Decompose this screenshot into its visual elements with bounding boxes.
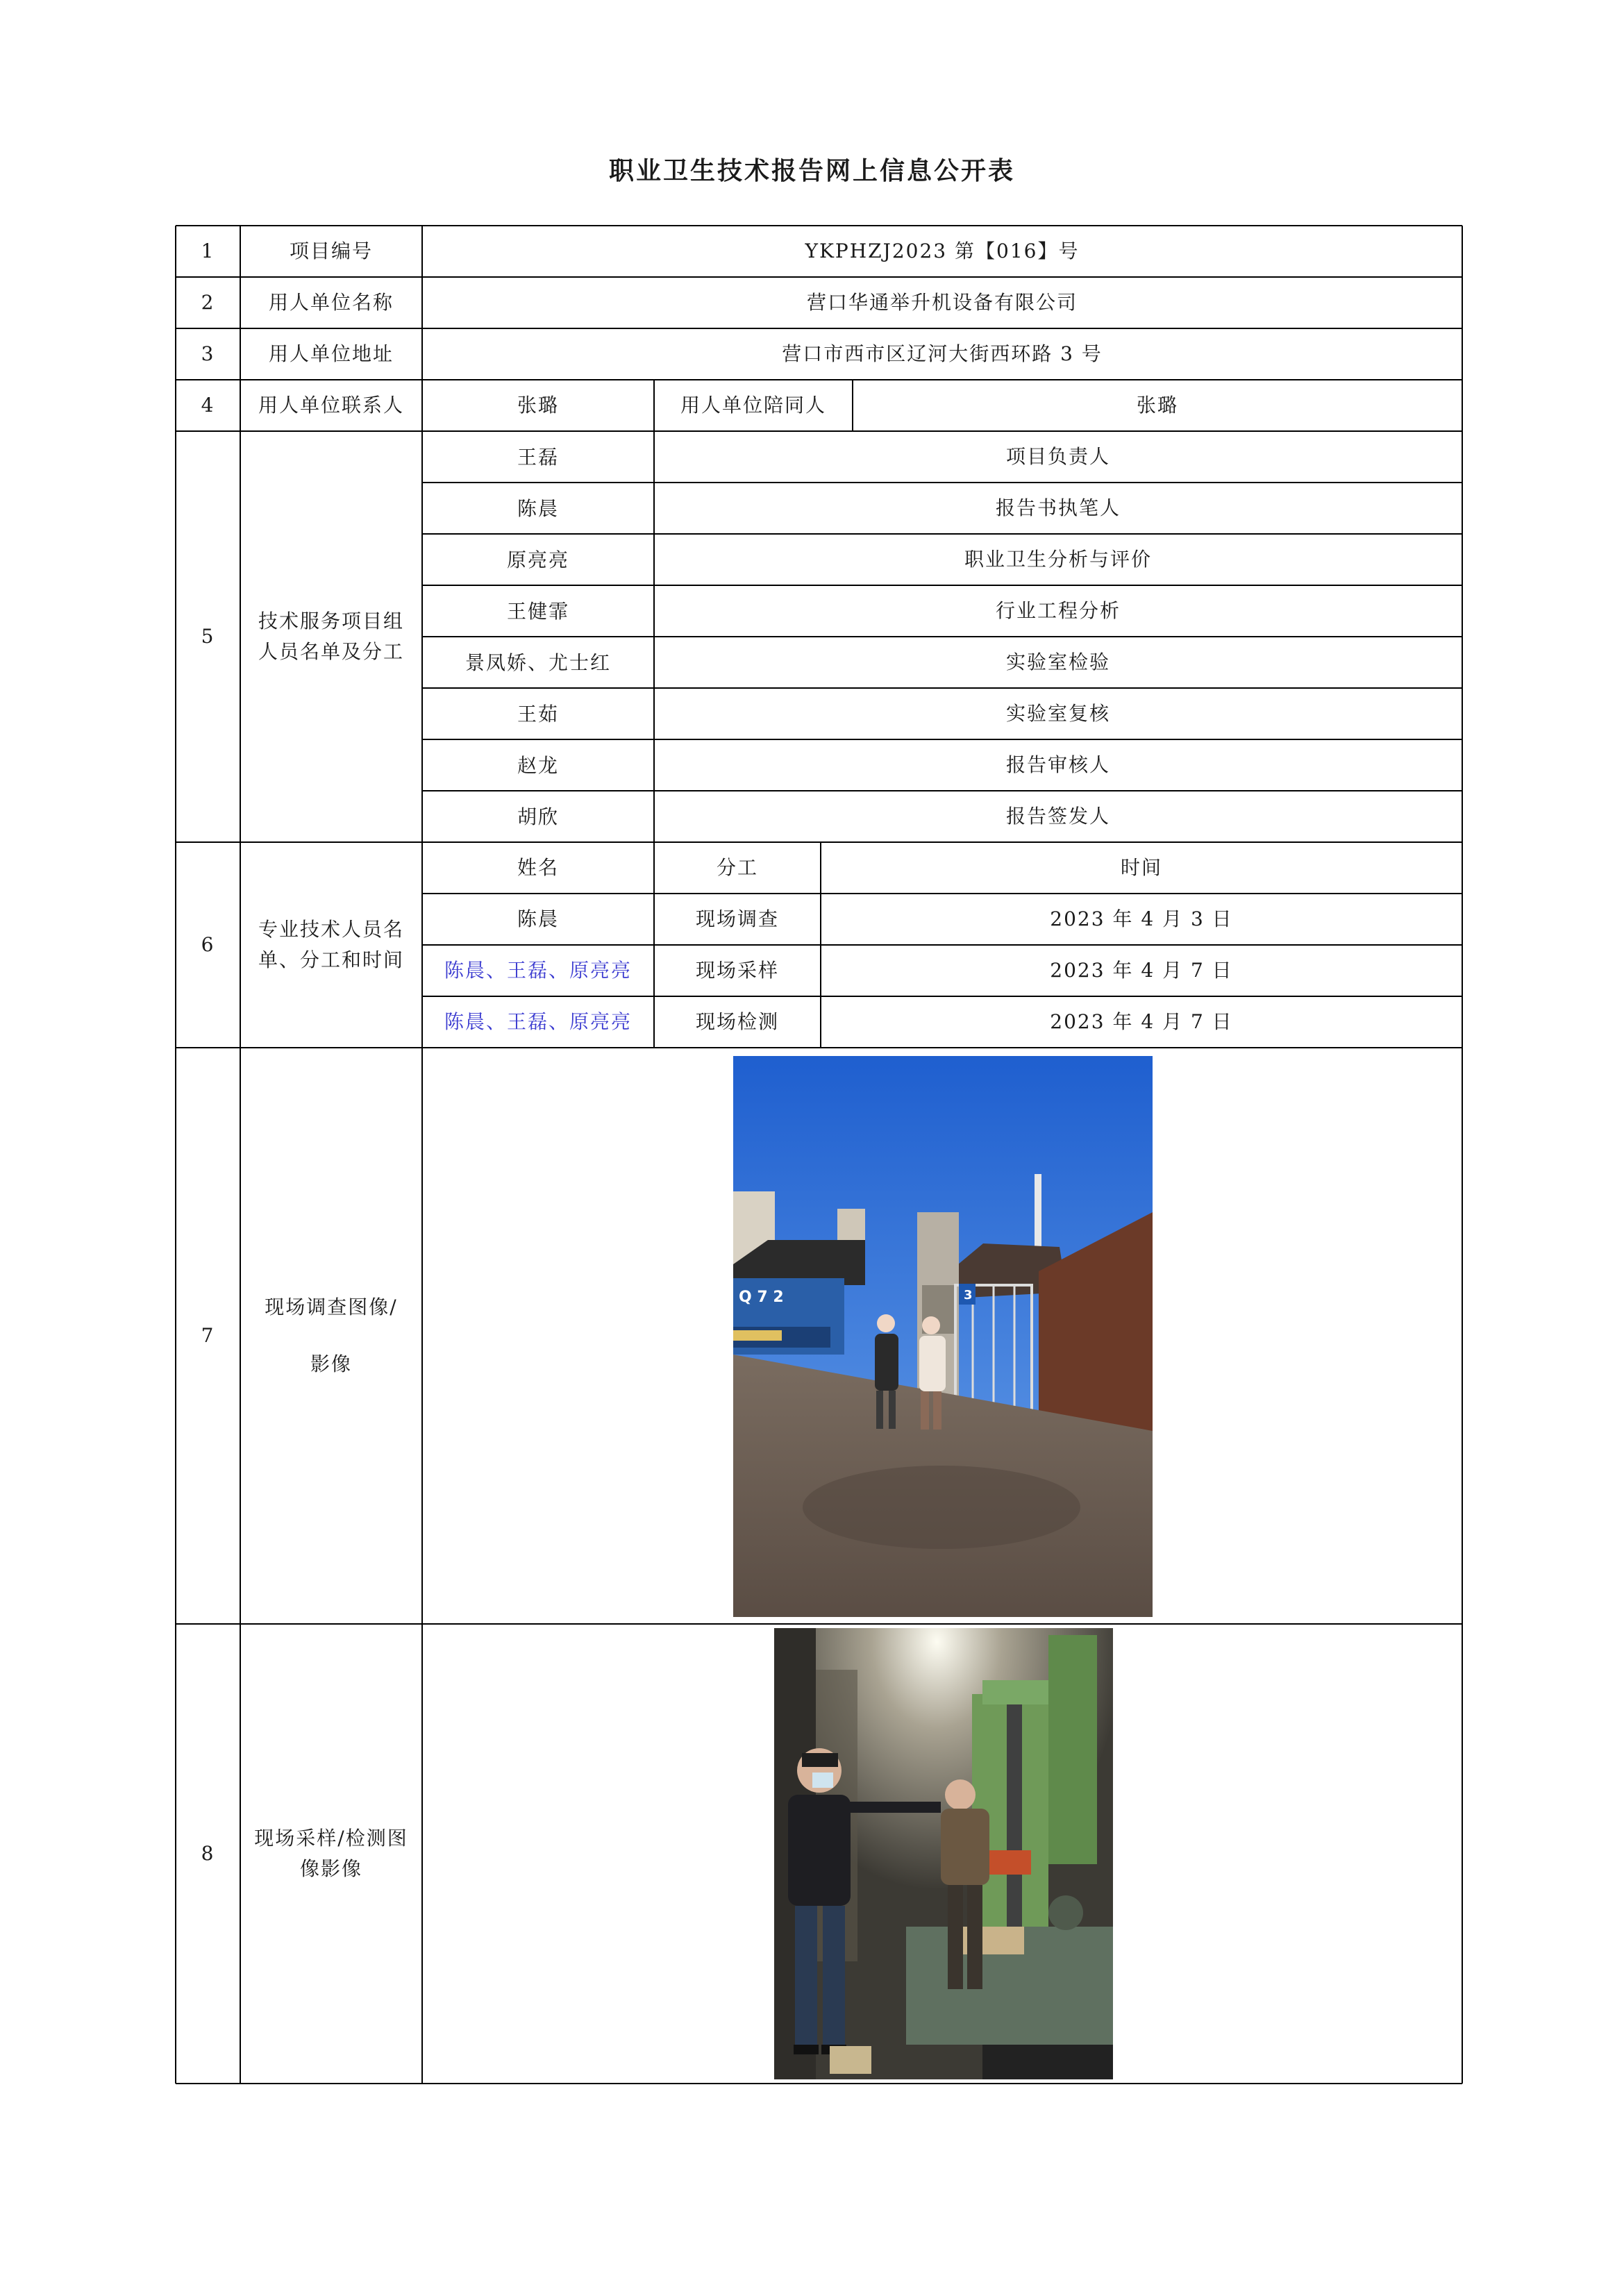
row-1-number: 1: [201, 240, 215, 262]
technical-staff-label: 专业技术人员名单、分工和时间: [258, 918, 404, 971]
row-7-number: 7: [201, 1324, 215, 1347]
site-survey-photo: [733, 1056, 1153, 1617]
site-survey-image-label: [240, 1048, 422, 1624]
team-member-name: 王茹: [517, 703, 559, 726]
table-column-divider: [653, 380, 655, 431]
table-column-divider: [421, 226, 423, 2084]
staff-duty: 现场检测: [695, 1010, 779, 1033]
staff-name: 陈晨、王磊、原亮亮: [444, 1010, 632, 1033]
table-row-divider: [422, 585, 1462, 586]
team-member-name: 景凤娇、尤士红: [464, 651, 611, 674]
staff-name: 陈晨、王磊、原亮亮: [444, 959, 632, 982]
info-table: [176, 226, 1462, 2084]
team-member-role: 实验室检验: [1005, 651, 1110, 673]
table-border-top: [176, 225, 1462, 226]
team-member-role: 职业卫生分析与评价: [964, 548, 1152, 571]
table-row-divider: [422, 944, 1462, 946]
team-member-role: 报告签发人: [1005, 805, 1110, 828]
table-row-divider: [422, 739, 1462, 740]
sampling-image-label: 现场采样/检测图像影像: [254, 1827, 408, 1880]
row-6-number: 6: [201, 933, 215, 956]
table-row-divider: [176, 1623, 1462, 1625]
staff-duty: 现场调查: [695, 907, 779, 930]
table-row-divider: [176, 430, 1462, 432]
site-survey-image-label-line: 影像: [310, 1352, 352, 1375]
table-border-bottom: [176, 2083, 1462, 2084]
team-member-name: 胡欣: [517, 805, 559, 828]
team-member-name: 王磊: [517, 446, 559, 469]
table-row-divider: [422, 893, 1462, 894]
row-3-number: 3: [201, 342, 215, 365]
row-4-number: 4: [201, 394, 215, 417]
employer-escort-label: 用人单位陪同人: [680, 394, 826, 417]
team-member-name: 陈晨: [517, 497, 559, 520]
page-title: 职业卫生技术报告网上信息公开表: [608, 157, 1015, 185]
table-row-divider: [422, 996, 1462, 997]
table-row-divider: [422, 482, 1462, 483]
project-number-label: 项目编号: [289, 240, 373, 262]
row-5-number: 5: [201, 625, 215, 648]
table-row-divider: [422, 687, 1462, 689]
employer-name-value: 营口华通举升机设备有限公司: [806, 291, 1078, 314]
staff-time: 2023 年 4 月 7 日: [1050, 1010, 1233, 1033]
employer-contact-value: 张璐: [517, 394, 559, 417]
employer-address-label: 用人单位地址: [268, 342, 394, 365]
team-member-role: 项目负责人: [1005, 445, 1110, 468]
staff-duty: 现场采样: [695, 959, 779, 982]
table-row-divider: [422, 636, 1462, 637]
site-survey-image-label-line: 现场调查图像/: [265, 1296, 398, 1318]
team-member-name: 原亮亮: [506, 548, 569, 571]
staff-time: 2023 年 4 月 7 日: [1050, 959, 1233, 982]
table-border-left: [175, 226, 176, 2084]
table-row-divider: [176, 379, 1462, 380]
staff-time: 2023 年 4 月 3 日: [1050, 907, 1233, 930]
team-member-role: 实验室复核: [1005, 702, 1110, 725]
staff-duty-header: 分工: [716, 856, 758, 879]
truck-plate-text: Q 7 2: [739, 1289, 784, 1306]
team-member-name: 赵龙: [517, 754, 559, 777]
employer-escort-value: 张璐: [1136, 394, 1178, 417]
employer-name-label: 用人单位名称: [268, 291, 394, 314]
team-member-name: 王健霏: [506, 600, 569, 623]
row-8-number: 8: [201, 1842, 215, 1865]
project-number-value: YKPHZJ2023 第【016】号: [805, 240, 1080, 262]
table-column-divider: [852, 380, 853, 431]
team-member-role: 报告审核人: [1005, 753, 1110, 776]
table-column-divider: [240, 226, 241, 2084]
table-row-divider: [176, 276, 1462, 278]
table-row-divider: [176, 841, 1462, 843]
table-row-divider: [422, 533, 1462, 535]
table-row-divider: [176, 1047, 1462, 1048]
employer-address-value: 营口市西市区辽河大街西环路 3 号: [782, 342, 1103, 365]
sampling-photo: [774, 1628, 1113, 2079]
staff-name-header: 姓名: [517, 856, 559, 879]
table-border-right: [1462, 226, 1463, 2084]
gate-number-text: 3: [964, 1288, 973, 1302]
team-member-role: 行业工程分析: [995, 599, 1121, 622]
employer-contact-label: 用人单位联系人: [258, 394, 404, 417]
table-row-divider: [176, 328, 1462, 329]
staff-name: 陈晨: [517, 907, 559, 930]
table-row-divider: [422, 790, 1462, 791]
row-2-number: 2: [201, 291, 215, 314]
staff-time-header: 时间: [1120, 856, 1162, 879]
team-member-role: 报告书执笔人: [995, 496, 1121, 519]
project-team-label: 技术服务项目组人员名单及分工: [258, 610, 404, 663]
